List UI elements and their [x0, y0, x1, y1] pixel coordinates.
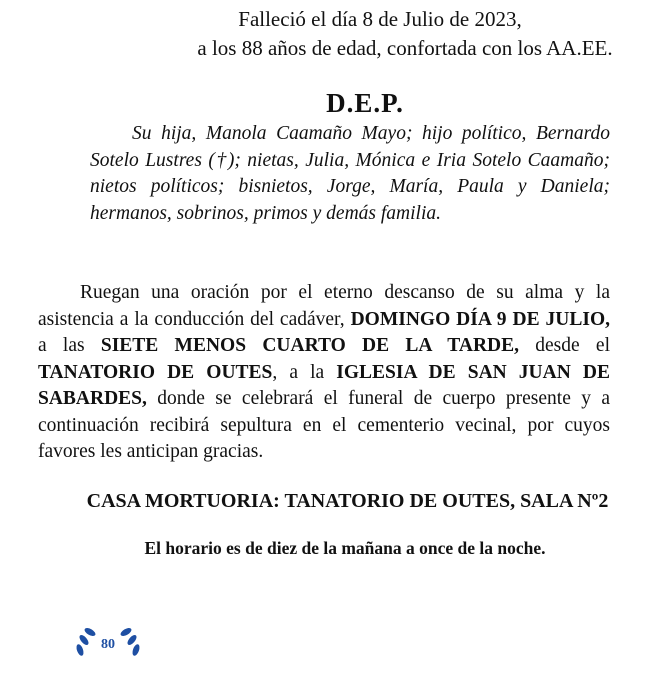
family-paragraph: Su hija, Manola Caamaño Mayo; hijo político, Bernardo Sotelo Lustres (†); nietas, Julia, Mónica e Iria Sotelo Caamaño; nietos políticos; bisnietos, Jorge, María, Paula y Daniela; hermanos, sobrinos, primos y demás familia.: [90, 123, 610, 224]
prayer-text-4: , a la: [272, 361, 337, 383]
dep-heading: D.E.P.: [326, 88, 404, 118]
prayer-text-2: a las: [38, 335, 101, 356]
logo-number: 80: [101, 637, 115, 652]
prayer-origin: TANATORIO DE OUTES: [38, 361, 273, 383]
death-date-line: Falleció el día 8 de Julio de 2023,: [238, 7, 522, 31]
prayer-church: IGLESIA DE SAN JUAN DE SABARDES,: [38, 361, 610, 409]
age-line: a los 88 años de edad, confortada con los AA.EE.: [197, 36, 613, 60]
prayer-time: SIETE MENOS CUARTO DE LA TARDE,: [100, 335, 519, 356]
prayer-text-1: Ruegan una oración por el eterno descanso de su alma y la asistencia a la conducción del cadáver,: [38, 282, 610, 330]
prayer-paragraph: [38, 280, 610, 466]
laurel-left-icon: [75, 626, 97, 656]
prayer-text-5: donde se celebrará el funeral de cuerpo presente y a continuación recibirá sepultura en el cementerio vecinal, por cuyos favores les anticipan gracias.: [38, 388, 610, 462]
funeral-home-line: CASA MORTUORIA: TANATORIO DE OUTES, SALA Nº2: [86, 490, 609, 512]
hours-line: El horario es de diez de la mañana a once de la noche.: [144, 538, 546, 558]
laurel-logo-icon: [68, 620, 148, 680]
prayer-text-3: desde el: [519, 335, 610, 356]
laurel-right-icon: [119, 626, 141, 656]
prayer-date: DOMINGO DÍA 9 DE JULIO,: [350, 308, 610, 330]
